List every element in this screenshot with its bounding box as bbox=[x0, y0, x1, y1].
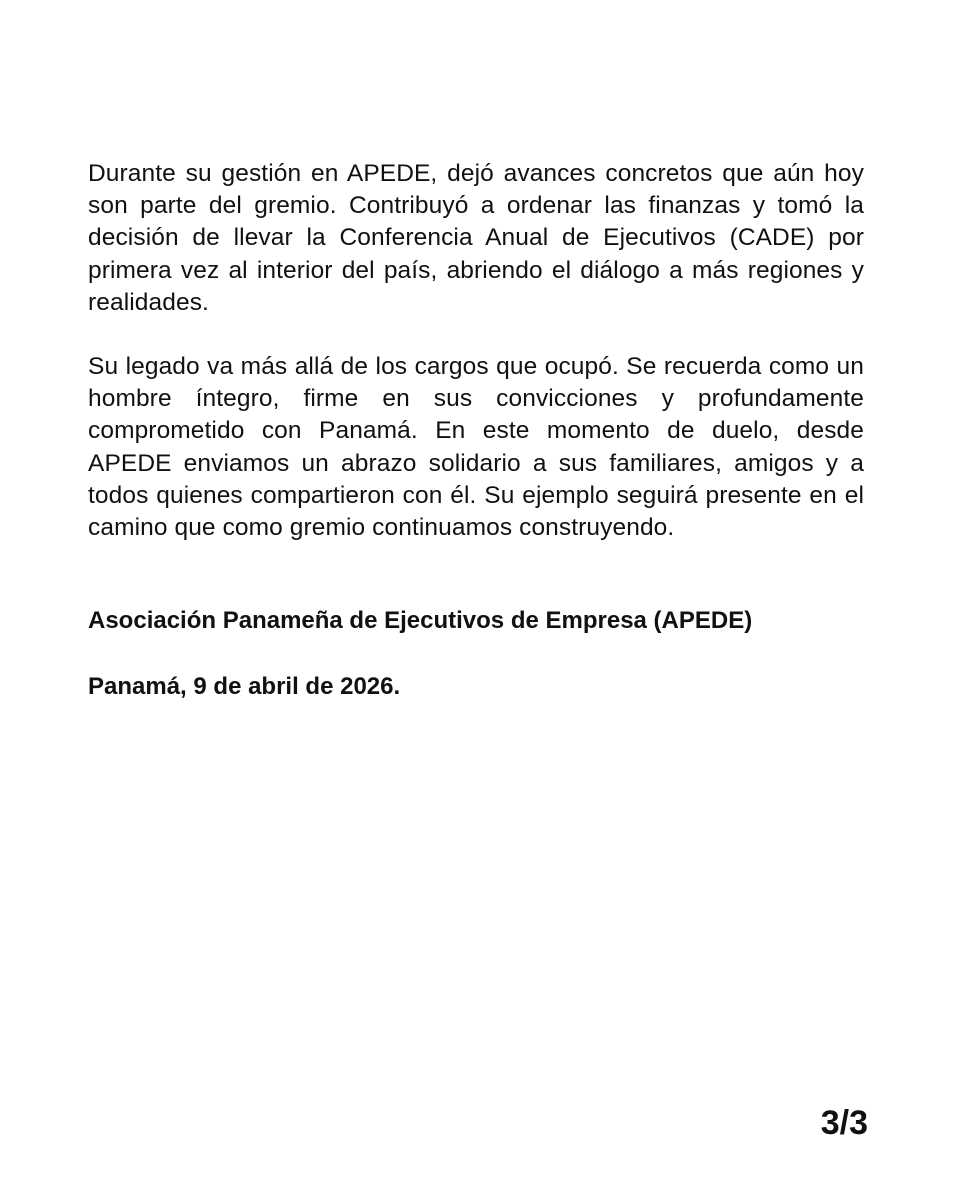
signature-organization: Asociación Panameña de Ejecutivos de Empresa (APEDE) bbox=[88, 607, 753, 634]
page-number: 3/3 bbox=[820, 1104, 868, 1142]
dateline: Panamá, 9 de abril de 2026. bbox=[88, 673, 401, 700]
body-paragraph-1: Durante su gestión en APEDE, dejó avances concretos que aún hoy son parte del gremio. Contribuyó a ordenar las finanzas y tomó la decisión de llevar la Conferencia Anual de Ejecutivos (CADE) por primera vez al interior del país, abriendo el diálogo a más regiones y realidades. bbox=[88, 160, 864, 316]
body-paragraph-2: Su legado va más allá de los cargos que ocupó. Se recuerda como un hombre íntegro, firme en sus convicciones y profundamente comprometido con Panamá. En este momento de duelo, desde APEDE enviamos un abrazo solidario a sus familiares, amigos y a todos quienes compartieron con él. Su ejemplo seguirá presente en el camino que como gremio continuamos construyendo. bbox=[88, 353, 864, 542]
